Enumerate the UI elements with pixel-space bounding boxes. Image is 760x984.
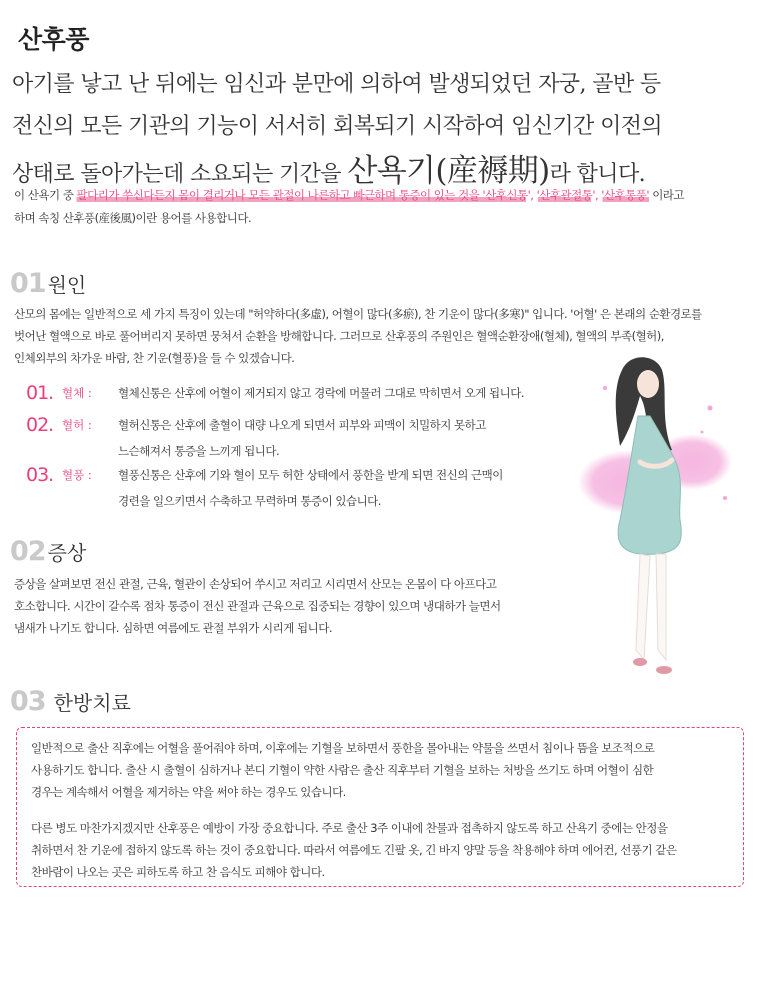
item-text-line: 느슨해져서 통증을 느끼게 됩니다.: [118, 444, 280, 458]
shoe: [656, 666, 672, 674]
cause-heading: [10, 268, 86, 299]
item-key: 혈체 :: [62, 386, 92, 400]
definition-highlight: 팔다리가 쑤신다든지 몸이 결리거나 모든 관절이 나른하고 빠근하며 통증이 있는 것을 '산후신통', '산후관절통', '산후통풍': [76, 188, 650, 202]
page-title: 산후풍: [18, 25, 89, 54]
treatment-title: 한방치료: [53, 691, 131, 715]
item-number: 02.: [26, 414, 54, 436]
cause-item-1: [26, 384, 524, 406]
symptom-heading: [10, 536, 86, 567]
intro-line-2: 전신의 모든 기관의 기능이 서서히 회복되기 시작하여 임신기간 이전의: [12, 114, 663, 139]
symptom-para-line-1: 증상을 살펴보면 전신 관절, 근육, 혈관이 손상되어 쑤시고 저리고 시리면서 산모는 온몸이 다 아프다고: [14, 577, 497, 591]
symptom-number: 02: [10, 536, 46, 567]
treatment-para1-line-1: 일반적으로 출산 직후에는 어혈을 풀어줘야 하며, 이후에는 기혈을 보하면서 풍한을 몰아내는 약물을 쓰면서 침이나 뜸을 보조적으로: [31, 741, 655, 755]
cause-para-line-2: 벗어난 혈액으로 바로 풀어버리지 못하면 뭉쳐서 순환을 방해합니다. 그러므로 산후풍의 주원인은 혈액순환장애(혈체), 혈액의 부족(혈허),: [14, 329, 664, 343]
item-text: [118, 380, 524, 406]
sparkle-dot: [708, 406, 713, 411]
cause-number: 01: [10, 268, 46, 299]
cause-para-line-1: 산모의 몸에는 일반적으로 세 가지 특징이 있는데 "허약하다(多虛), 어혈이 많다(多瘀), 찬 기운이 많다(多寒)" 입니다. '어혈' 은 본래의 순환경로를: [14, 307, 702, 321]
item-text-line: 혈허신통은 산후에 출혈이 대량 나오게 되면서 피부와 피맥이 치밀하지 못하고: [118, 418, 486, 432]
treatment-para1-line-3: 경우는 계속해서 어혈을 제거하는 약을 써야 하는 경우도 있습니다.: [31, 785, 346, 799]
intro-line-3-pre: 상태로 돌아가는데 소요되는 기간을: [12, 162, 348, 187]
sparkle-dot: [723, 496, 727, 500]
sparkle-dot: [701, 431, 704, 434]
definition-post: 이라고: [649, 188, 685, 202]
intro-term: 산욕기(産褥期): [347, 153, 550, 189]
item-text: [118, 412, 486, 464]
symptom-para-line-3: 냄새가 나기도 합니다. 심하면 여름에도 관절 부위가 시리게 됩니다.: [14, 621, 332, 635]
item-text-line: 혈풍신통은 산후에 기와 혈이 모두 허한 상태에서 풍한을 받게 되면 전신의 근맥이: [118, 468, 503, 482]
definition-line-1: [14, 187, 684, 203]
treatment-para2-line-3: 찬바람이 나오는 곳은 피하도록 하고 찬 음식도 피해야 합니다.: [31, 865, 325, 879]
treatment-heading: [10, 686, 131, 717]
symptom-title: 증상: [47, 541, 87, 565]
cause-para-line-3: 인체외부의 차가운 바람, 찬 기운(혈풍)을 들 수 있겠습니다.: [14, 351, 295, 365]
item-number: 03.: [26, 464, 54, 486]
treatment-number: 03: [10, 686, 46, 717]
item-text-line: 경련을 일으키면서 수축하고 무력하며 통증이 있습니다.: [118, 494, 381, 508]
leg: [656, 554, 666, 660]
cause-item-2: [26, 416, 486, 464]
pregnant-woman-illustration: [560, 350, 760, 690]
cause-title: 원인: [47, 273, 87, 297]
sparkle-dot: [603, 386, 607, 390]
treatment-para1-line-2: 사용하기도 합니다. 출산 시 출혈이 심하거나 본디 기혈이 약한 사람은 출산 직후부터 기혈을 보하는 처방을 쓰기도 하며 어혈이 심한: [31, 763, 654, 777]
item-key: 혈풍 :: [62, 468, 92, 482]
symptom-para-line-2: 호소합니다. 시간이 갈수록 점차 통증이 전신 관절과 근육으로 집중되는 경향이 있으며 냉대하가 늘면서: [14, 599, 501, 613]
face: [637, 370, 659, 398]
cause-item-3: [26, 466, 503, 514]
item-number: 01.: [26, 382, 54, 404]
item-text-line: 혈체신통은 산후에 어혈이 제거되지 않고 경락에 머물러 그대로 막히면서 오게 됩니다.: [118, 386, 525, 400]
dress: [618, 416, 681, 554]
definition-pre: 이 산욕기 중: [14, 188, 77, 202]
treatment-para2-line-1: 다른 병도 마찬가지겠지만 산후풍은 예방이 가장 중요합니다. 주로 출산 3주 이내에 찬물과 접촉하지 않도록 하고 산욕기 중에는 안정을: [31, 821, 668, 835]
shoe: [633, 658, 647, 666]
definition-line-2: 하며 속칭 산후풍(産後風)이란 용어를 사용합니다.: [14, 211, 252, 225]
intro-line-3: [12, 145, 645, 190]
treatment-para2-line-2: 취하면서 찬 기운에 접하지 않도록 하는 것이 중요합니다. 따라서 여름에도 긴팔 옷, 긴 바지 양말 등을 착용해야 하며 에어컨, 선풍기 같은: [31, 843, 677, 857]
intro-line-3-post: 라 합니다.: [549, 162, 645, 187]
intro-line-1: 아기를 낳고 난 뒤에는 임신과 분만에 의하여 발생되었던 자궁, 골반 등: [12, 72, 661, 97]
item-text: [118, 462, 503, 514]
item-key: 혈허 :: [62, 418, 92, 432]
leg: [636, 554, 650, 660]
